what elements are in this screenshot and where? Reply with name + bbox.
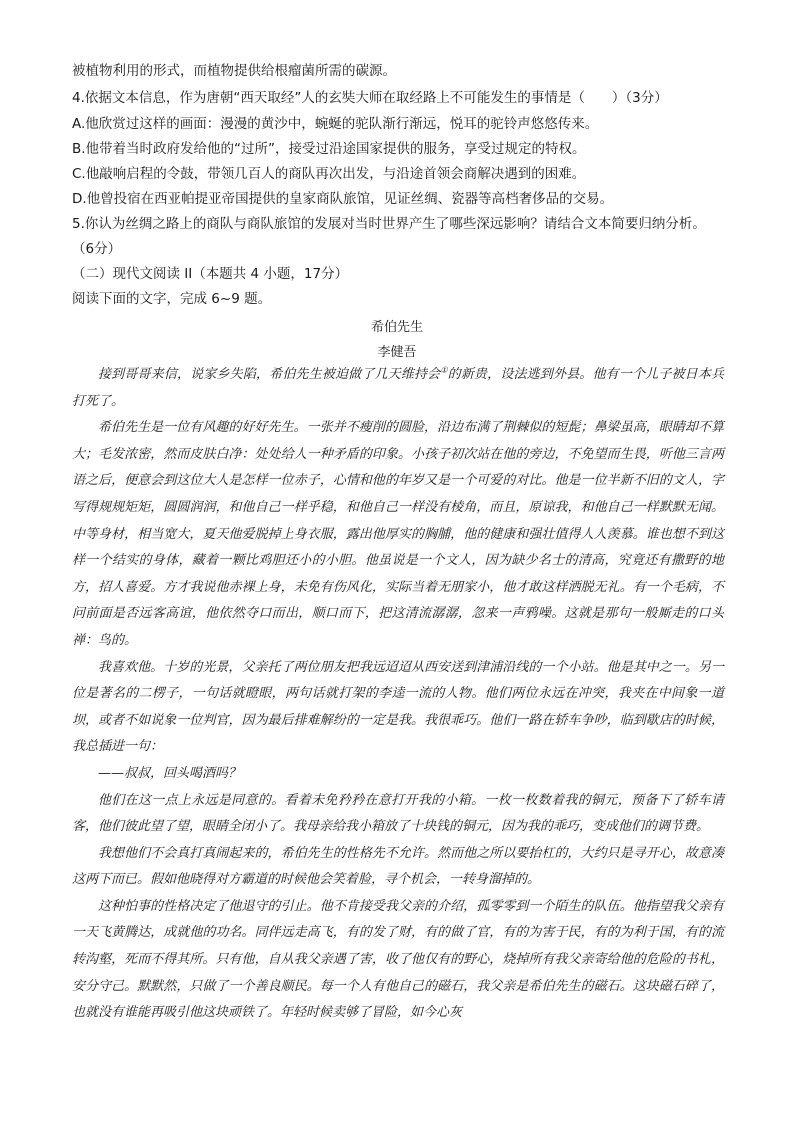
reading-instruction: 阅读下面的文字，完成 6~9 题。 — [72, 291, 272, 307]
option-d: D.他曾投宿在西亚帕提亚帝国提供的皇家商队旅馆，见证丝绸、瓷器等高档奢侈品的交易。 — [72, 191, 614, 207]
option-b: B.他带着当时政府发给他的“过所”，接受过沿途国家提供的服务，享受过规定的特权。 — [72, 141, 586, 157]
footnote-marker: ① — [440, 365, 448, 375]
paragraph-1 — [72, 362, 724, 415]
paragraph-4: ——叔叔，回头喝酒吗？ — [98, 765, 242, 781]
question-5: 5.你认为丝绸之路上的商队与商队旅馆的发展对当时世界产生了哪些深远影响？请结合文本简要归纳分析。 — [72, 216, 706, 232]
paragraph-1-part-b: 的新贵，设法逃到外县。他有一个儿子被日本兵打死了。 — [72, 367, 724, 409]
paragraph-6: 我想他们不会真打真闹起来的，希伯先生的性格先不允许。然而他之所以要抬杠的，大约只是寻开心，故意凑这两下而已。假如他晓得对方霸道的时候他会笑着脸，寻个机会，一转身溜掉的。 — [72, 845, 724, 888]
paragraph-1-part-a: 接到哥哥来信，说家乡失陷，希伯先生被迫做了几天维持会 — [98, 367, 441, 382]
option-a: A.他欣赏过这样的画面：漫漫的黄沙中，蜿蜒的驼队渐行渐远，悦耳的驼铃声悠悠传来。 — [72, 116, 599, 132]
story-author: 李健吾 — [377, 345, 417, 360]
paragraph-2: 希伯先生是一位有风趣的好好先生。一张并不瘦削的圆脸，沿边布满了荆棘似的短髭；鼻梁虽高，眼睛却不算大；毛发浓密，然而皮肤白净：处处给人一种矛盾的印象。小孩子初次站在他的旁边，不免望而生畏，听他三言两语之后，便意会到这位大人是怎样一位赤子，心情和他的年岁又是一个可爱的对比。他是一位半新不旧的文人，字写得规规矩矩，圆圆润润，和他自己一样乎稳，和他自己一样没有棱角，而且，原谅我，和他自己一样默默无闻。中等身材，相当宽大，夏天他爱脱掉上身衣服，露出他厚实的胸脯，他的健康和强壮值得人人羡慕。谁也想不到这样一个结实的身体，藏着一颗比鸡胆还小的小胆。他虽说是一个文人，因为缺少名士的清高，究竟还有撒野的地方，招人喜爱。方才我说他赤裸上身，未免有伤风化，实际当着无朋家小，他才敢这样洒脱无礼。有一个毛病，不问前面是否远客高谊，他依然夺口而出，顺口而下，把这清流潺潺，忽来一声鸦噪。这就是那句一般厮走的口头禅：鸟的。 — [72, 420, 724, 648]
section-heading: （二）现代文阅读 II（本题共 4 小题，17分） — [72, 266, 349, 282]
paragraph-3: 我喜欢他。十岁的光景，父亲托了两位朋友把我远迢迢从西安送到津浦沿线的一个小站。他是其中之一。另一位是著名的二楞子，一句话就瞪眼，两句话就打架的李逵一流的人物。他们两位永远在冲突，我夹在中间象一道坝，或者不如说象一位判官，因为最后排难解纷的一定是我。我很乖巧。他们一路在轿车争吵，临到歇店的时候，我总插进一句： — [72, 659, 724, 755]
question-4: 4.依据文本信息，作为唐朝“西天取经”人的玄奘大师在取经路上不可能发生的事情是（ ）（3分） — [72, 90, 668, 106]
story-title: 希伯先生 — [370, 320, 423, 335]
option-c: C.他敲响启程的令鼓，带领几百人的商队再次出发，与沿途首领会商解决遇到的困难。 — [72, 166, 586, 182]
text-line-carbon-source: 被植物利用的形式，而植物提供给根瘤菌所需的碳源。 — [72, 63, 396, 79]
question-5-score: （6分） — [72, 241, 122, 257]
story-body — [72, 362, 724, 1027]
paragraph-7: 这种怕事的性格决定了他退守的引止。他不肯接受我父亲的介绍，孤零零到一个陌生的队伍。他指望我父亲有一天飞黄腾达，成就他的功名。同伴远走高飞，有的发了财，有的做了官，有的为害于民，有的为利于国，有的流转沟壑，死而不得其所。只有他，自从我父亲遇了害，收了他仅有的野心，烧掉所有我父亲寄给他的危险的书札，安分守己。默默然，只做了一个善良顺民。每一个人有他自己的磁石，我父亲是希伯先生的磁石。这块磁石碎了，也就没有谁能再吸引他这块顽铁了。年轻时候卖够了冒险，如今心灰 — [72, 898, 724, 1021]
paragraph-5: 他们在这一点上永远是同意的。看着未免矜矜在意打开我的小箱。一枚一枚数着我的铜元，预备下了轿车请客，他们彼此望了望，眼睛全闭小了。我母亲给我小箱放了十块钱的铜元，因为我的乖巧，变成他们的调节费。 — [72, 792, 724, 835]
